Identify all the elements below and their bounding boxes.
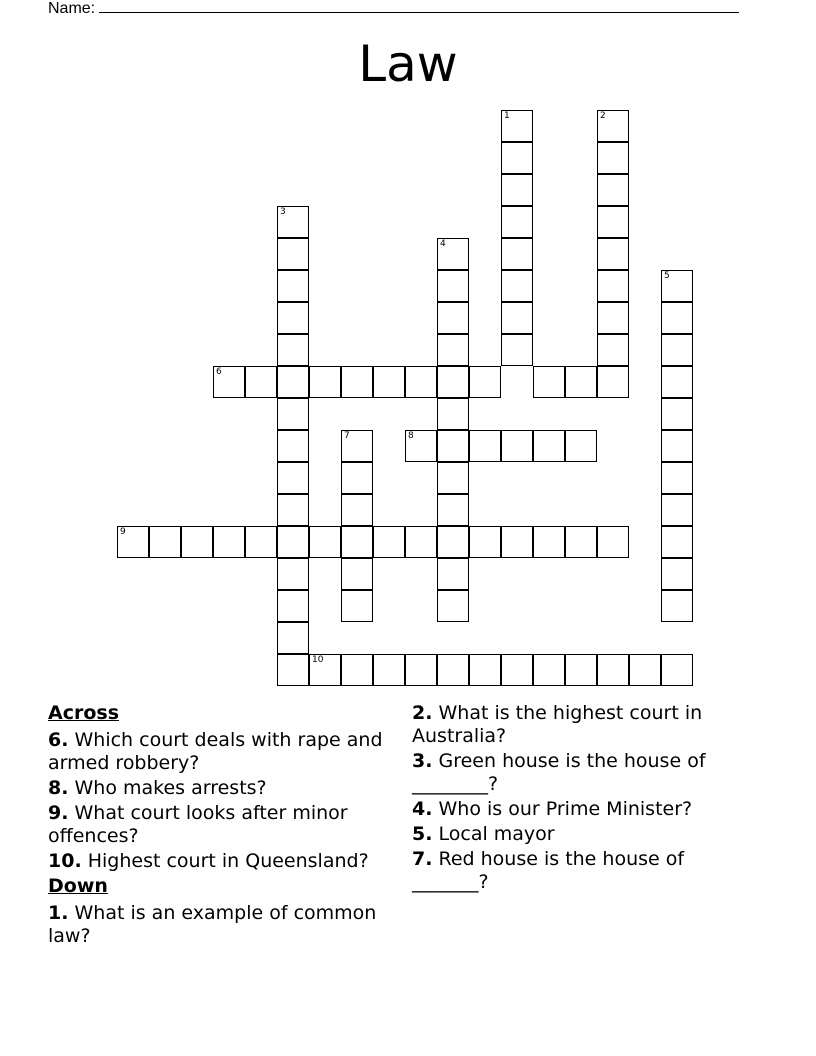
crossword-cell[interactable] <box>437 462 469 494</box>
cell-number: 4 <box>440 239 446 249</box>
crossword-cell[interactable] <box>277 654 309 686</box>
crossword-cell[interactable] <box>437 238 469 270</box>
clue-across-6: 6. Which court deals with rape and armed robbery? <box>48 729 383 774</box>
crossword-cell[interactable] <box>437 654 469 686</box>
crossword-cell[interactable] <box>437 334 469 366</box>
crossword-cell[interactable] <box>661 270 693 302</box>
crossword-cell[interactable] <box>501 238 533 270</box>
crossword-cell[interactable] <box>181 526 213 558</box>
crossword-cell[interactable] <box>309 654 341 686</box>
crossword-cell[interactable] <box>341 590 373 622</box>
crossword-cell[interactable] <box>501 526 533 558</box>
crossword-cell[interactable] <box>661 334 693 366</box>
crossword-cell[interactable] <box>117 526 149 558</box>
crossword-cell[interactable] <box>533 526 565 558</box>
crossword-cell[interactable] <box>597 526 629 558</box>
crossword-cell[interactable] <box>437 398 469 430</box>
crossword-cell[interactable] <box>405 430 437 462</box>
crossword-cell[interactable] <box>437 366 469 398</box>
crossword-cell[interactable] <box>277 366 309 398</box>
clue-across-10: 10. Highest court in Queensland? <box>48 850 369 872</box>
cell-number: 6 <box>216 367 222 377</box>
across-heading: Across <box>48 702 120 724</box>
crossword-cell[interactable] <box>341 494 373 526</box>
crossword-cell[interactable] <box>469 366 501 398</box>
crossword-cell[interactable] <box>597 110 629 142</box>
crossword-cell[interactable] <box>277 590 309 622</box>
cell-number: 9 <box>120 527 126 537</box>
crossword-cell[interactable] <box>277 302 309 334</box>
crossword-cell[interactable] <box>341 558 373 590</box>
crossword-cell[interactable] <box>661 526 693 558</box>
crossword-cell[interactable] <box>277 430 309 462</box>
crossword-cell[interactable] <box>341 462 373 494</box>
crossword-cell[interactable] <box>597 366 629 398</box>
crossword-cell[interactable] <box>213 366 245 398</box>
crossword-cell[interactable] <box>277 334 309 366</box>
crossword-cell[interactable] <box>437 270 469 302</box>
crossword-cell[interactable] <box>277 462 309 494</box>
crossword-cell[interactable] <box>341 366 373 398</box>
cell-number: 8 <box>408 431 414 441</box>
cell-number: 7 <box>344 431 350 441</box>
crossword-cell[interactable] <box>405 366 437 398</box>
crossword-cell[interactable] <box>469 654 501 686</box>
crossword-cell[interactable] <box>501 110 533 142</box>
crossword-cell[interactable] <box>469 430 501 462</box>
crossword-cell[interactable] <box>501 142 533 174</box>
clue-down-1: 1. What is an example of common law? <box>48 902 377 947</box>
cell-number: 2 <box>600 111 606 121</box>
crossword-cell[interactable] <box>597 174 629 206</box>
crossword-cell[interactable] <box>661 654 693 686</box>
crossword-cell[interactable] <box>661 398 693 430</box>
crossword-cell[interactable] <box>437 494 469 526</box>
crossword-cell[interactable] <box>437 526 469 558</box>
clue-across-8: 8. Who makes arrests? <box>48 777 267 799</box>
crossword-cell[interactable] <box>501 334 533 366</box>
crossword-cell[interactable] <box>661 462 693 494</box>
cell-number: 3 <box>280 207 286 217</box>
crossword-cell[interactable] <box>213 526 245 558</box>
clue-down-3: 3. Green house is the house of ________? <box>412 750 706 795</box>
crossword-cell[interactable] <box>437 302 469 334</box>
crossword-cell[interactable] <box>565 366 597 398</box>
crossword-cell[interactable] <box>277 206 309 238</box>
crossword-cell[interactable] <box>501 270 533 302</box>
crossword-cell[interactable] <box>533 366 565 398</box>
crossword-cell[interactable] <box>341 430 373 462</box>
crossword-cell[interactable] <box>437 430 469 462</box>
crossword-cell[interactable] <box>341 654 373 686</box>
crossword-cell[interactable] <box>277 622 309 654</box>
cell-number: 10 <box>312 655 324 665</box>
crossword-cell[interactable] <box>245 366 277 398</box>
crossword-cell[interactable] <box>597 654 629 686</box>
clues-right-column <box>412 702 742 896</box>
clue-across-9: 9. What court looks after minor offences? <box>48 802 348 847</box>
clue-down-4: 4. Who is our Prime Minister? <box>412 798 693 820</box>
crossword-cell[interactable] <box>245 526 277 558</box>
crossword-cell[interactable] <box>597 334 629 366</box>
crossword-cell[interactable] <box>309 526 341 558</box>
clue-down-7: 7. Red house is the house of _______? <box>412 848 685 893</box>
clue-down-5: 5. Local mayor <box>412 823 555 845</box>
crossword-cell[interactable] <box>437 590 469 622</box>
crossword-cell[interactable] <box>277 270 309 302</box>
crossword-cell[interactable] <box>405 526 437 558</box>
crossword-cell[interactable] <box>565 430 597 462</box>
crossword-cell[interactable] <box>501 174 533 206</box>
crossword-cell[interactable] <box>341 526 373 558</box>
name-label: Name: <box>48 0 96 17</box>
down-heading: Down <box>48 875 108 897</box>
crossword-cell[interactable] <box>597 270 629 302</box>
crossword-cell[interactable] <box>469 526 501 558</box>
crossword-cell[interactable] <box>501 654 533 686</box>
crossword-cell[interactable] <box>277 526 309 558</box>
crossword-cell[interactable] <box>661 558 693 590</box>
crossword-cell[interactable] <box>661 302 693 334</box>
crossword-cell[interactable] <box>533 430 565 462</box>
crossword-cell[interactable] <box>533 654 565 686</box>
cell-number: 1 <box>504 111 510 121</box>
crossword-cell[interactable] <box>629 654 661 686</box>
crossword-cell[interactable] <box>277 398 309 430</box>
crossword-cell[interactable] <box>661 494 693 526</box>
clue-down-2: 2. What is the highest court in Australia? <box>412 702 703 747</box>
crossword-cell[interactable] <box>373 366 405 398</box>
crossword-cell[interactable] <box>597 206 629 238</box>
crossword-cell[interactable] <box>277 238 309 270</box>
clues-left-column <box>48 702 398 950</box>
crossword-cell[interactable] <box>565 526 597 558</box>
crossword-cell[interactable] <box>373 526 405 558</box>
crossword-cell[interactable] <box>309 366 341 398</box>
crossword-cell[interactable] <box>501 206 533 238</box>
crossword-cell[interactable] <box>149 526 181 558</box>
crossword-cell[interactable] <box>437 558 469 590</box>
crossword-cell[interactable] <box>597 238 629 270</box>
crossword-cell[interactable] <box>661 366 693 398</box>
crossword-cell[interactable] <box>373 654 405 686</box>
crossword-cell[interactable] <box>405 654 437 686</box>
crossword-cell[interactable] <box>597 142 629 174</box>
crossword-cell[interactable] <box>565 654 597 686</box>
crossword-cell[interactable] <box>501 430 533 462</box>
crossword-cell[interactable] <box>501 302 533 334</box>
crossword-cell[interactable] <box>277 558 309 590</box>
cell-number: 5 <box>664 271 670 281</box>
crossword-cell[interactable] <box>661 590 693 622</box>
crossword-cell[interactable] <box>277 494 309 526</box>
crossword-cell[interactable] <box>597 302 629 334</box>
page-title: Law <box>358 35 458 93</box>
crossword-cell[interactable] <box>661 430 693 462</box>
